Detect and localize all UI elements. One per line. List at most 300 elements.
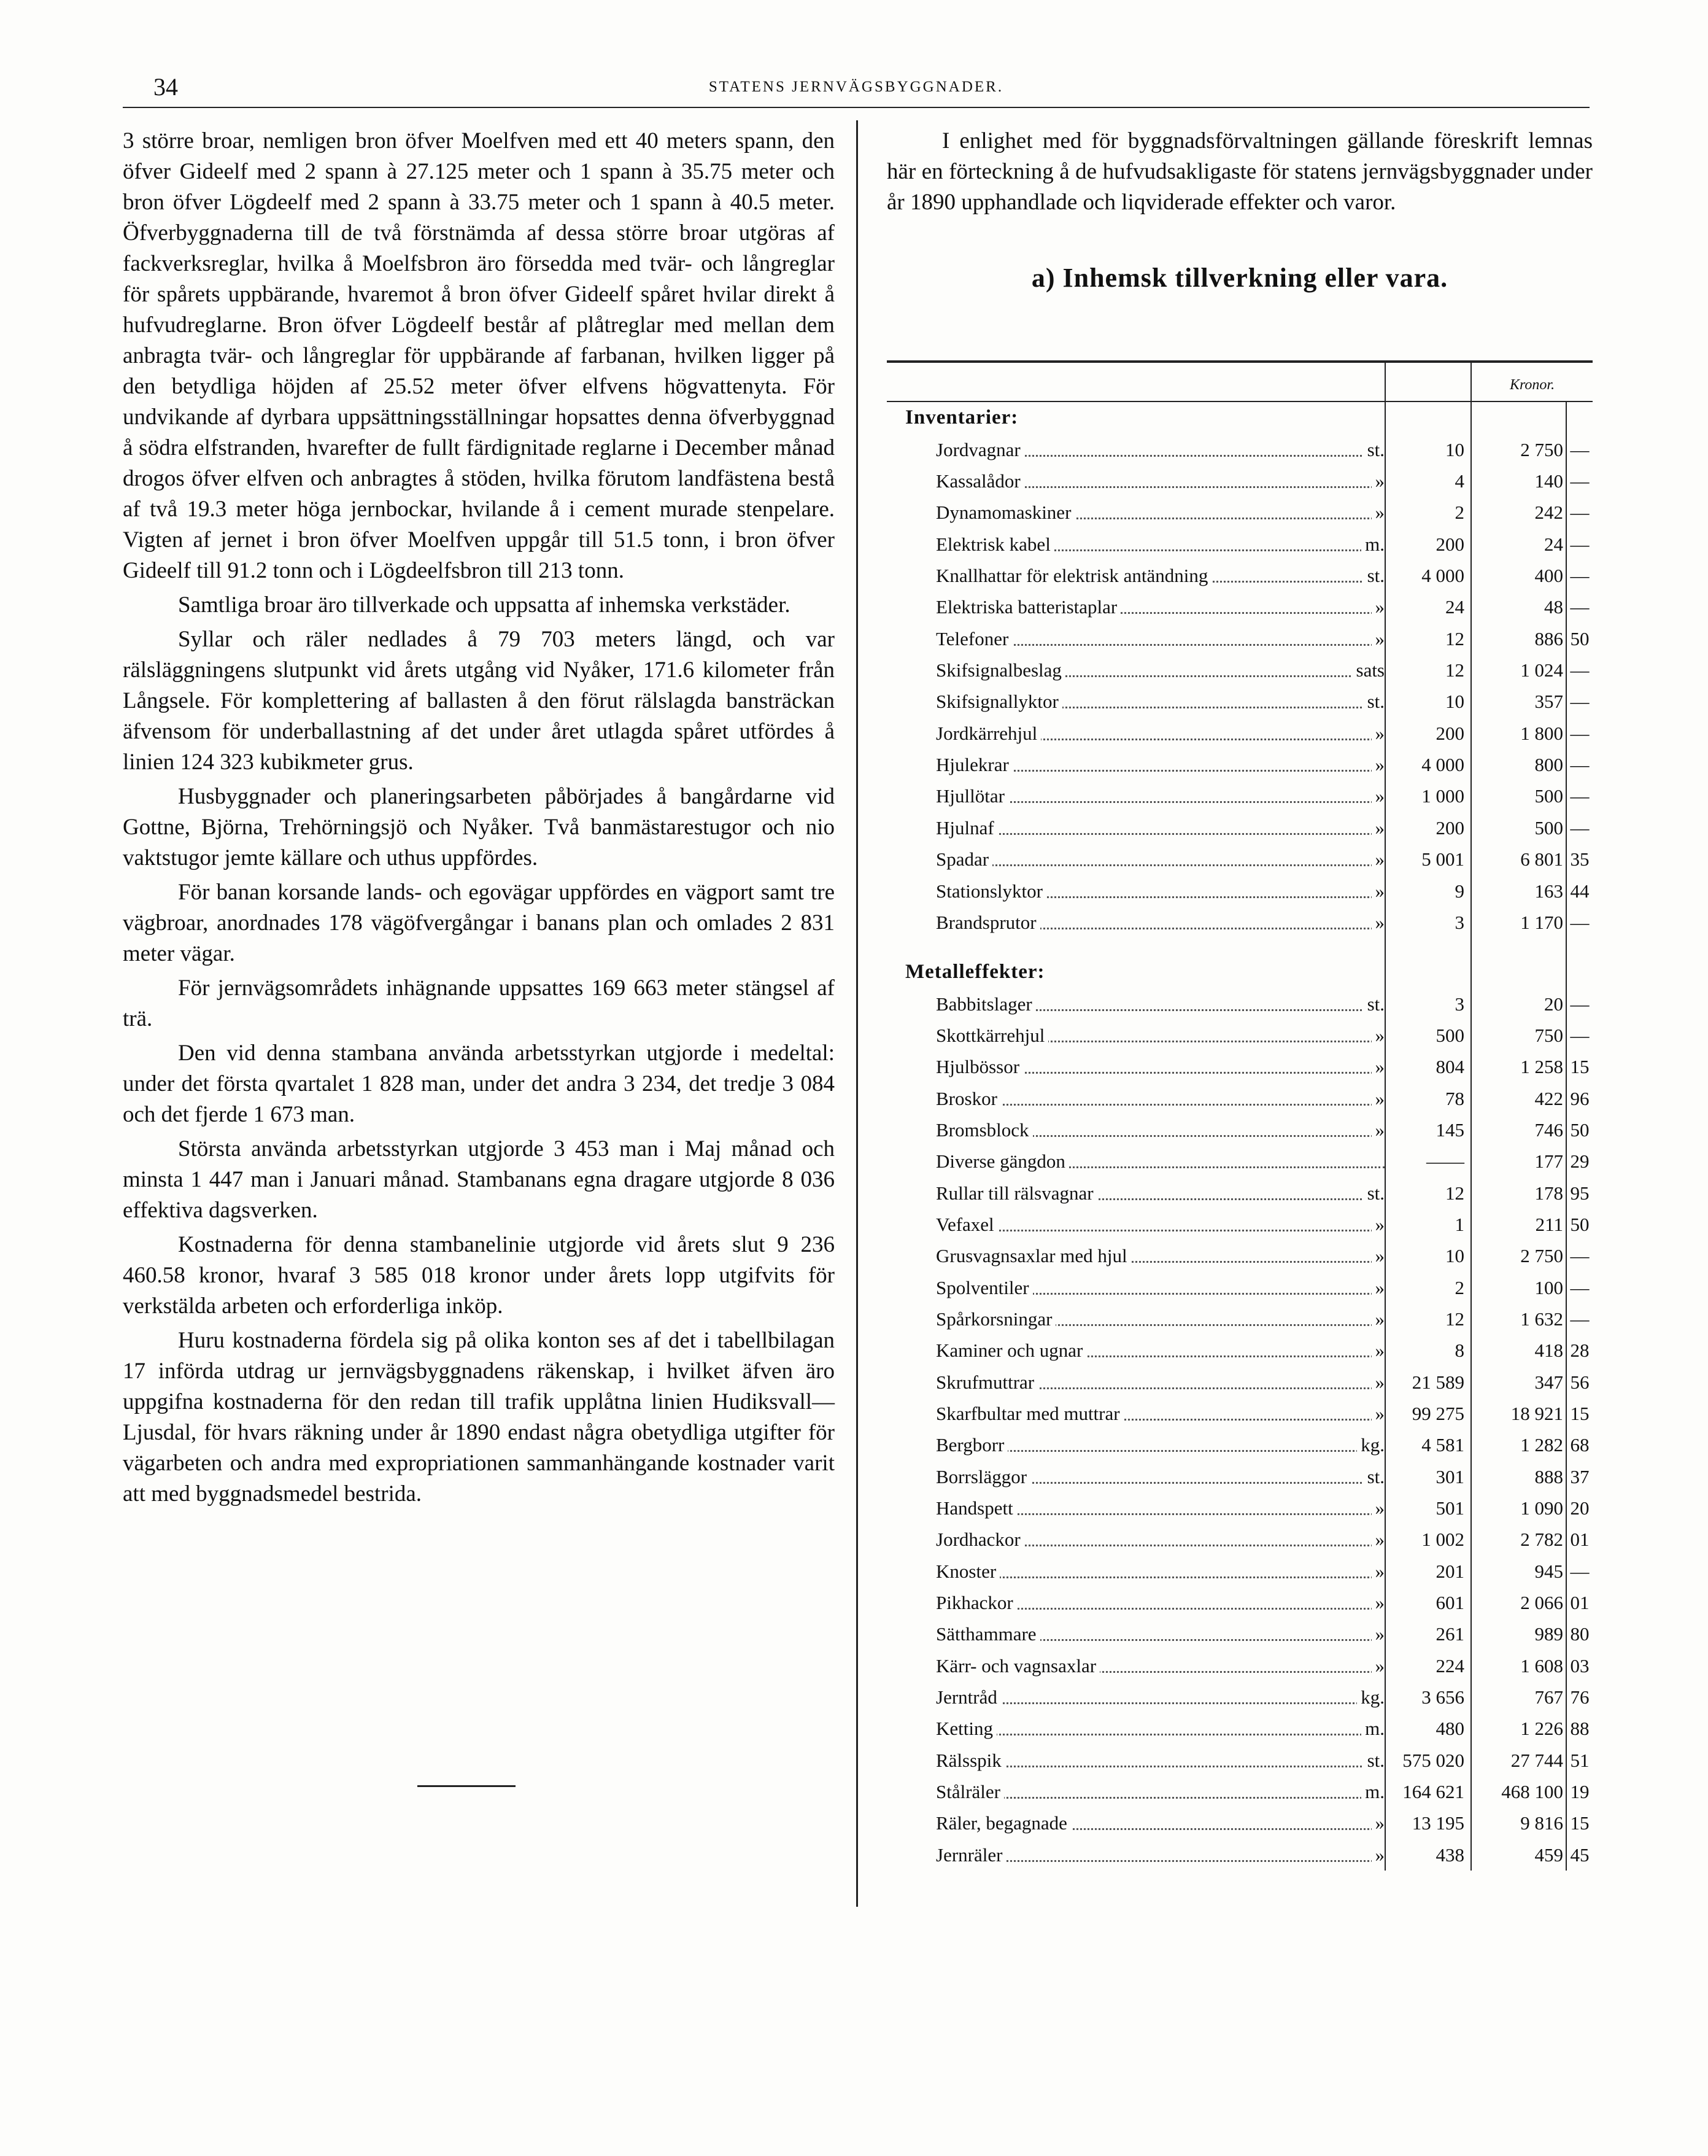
item-kronor: 48	[1471, 591, 1566, 622]
item-kronor: 888	[1471, 1460, 1566, 1492]
item-ore: 01	[1566, 1524, 1593, 1555]
item-name: Stålräler	[936, 1781, 1004, 1802]
table-row	[887, 1335, 1593, 1366]
item-kronor: 500	[1471, 812, 1566, 843]
item-name: Jordhackor	[936, 1529, 1024, 1550]
table-row	[887, 1366, 1593, 1397]
item-name: Hjulnaf	[936, 817, 998, 839]
item-name-cell	[887, 907, 1385, 938]
item-ore: 03	[1566, 1650, 1593, 1681]
item-ore: —	[1566, 988, 1593, 1019]
dot-leader	[936, 864, 1385, 866]
item-name-cell	[887, 1020, 1385, 1051]
item-unit: st.	[1364, 1177, 1385, 1209]
item-name-cell	[887, 1460, 1385, 1492]
item-unit: »	[1372, 749, 1385, 780]
item-name-cell	[887, 875, 1385, 906]
item-kronor: 18 921	[1471, 1398, 1566, 1429]
item-ore: 80	[1566, 1618, 1593, 1650]
item-ore: 28	[1566, 1335, 1593, 1366]
item-name: Jerntråd	[936, 1686, 1001, 1708]
item-quantity: 2	[1385, 497, 1471, 528]
item-name: Handspett	[936, 1497, 1017, 1519]
item-name-cell	[887, 1303, 1385, 1335]
item-quantity: 301	[1385, 1460, 1471, 1492]
item-name: Jernräler	[936, 1844, 1006, 1866]
paragraph: För jernvägsområdets inhägnande uppsattes 169 663 meter stängsel af trä.	[123, 975, 835, 1031]
item-name-cell	[887, 1650, 1385, 1681]
item-name-cell	[887, 497, 1385, 528]
table-row	[887, 1271, 1593, 1303]
paragraph: Huru kostnaderna fördela sig på olika konton ses af det i tabellbilagan 17 införda utdrag ur jernvägsbyggnadens räkenskap, i hvilket äfven äro uppgifna kostnaderna för den redan till trafik upplåtna linien Hudiksvall—Ljusdal, för hvars räkning under år 1890 endast några obetydliga utgifter för vägarbeten och andra med expropriationen sammanhängande kostnader varit att med byggnadsmedel bestrida.	[123, 1328, 835, 1506]
item-quantity: 1 002	[1385, 1524, 1471, 1555]
item-unit: »	[1372, 875, 1385, 907]
item-unit: »	[1372, 1051, 1385, 1082]
item-unit: »	[1372, 1335, 1385, 1366]
item-kronor: 6 801	[1471, 843, 1566, 875]
item-ore: —	[1566, 560, 1593, 591]
item-name-cell	[887, 1713, 1385, 1744]
item-name-cell	[887, 1618, 1385, 1650]
item-ore: —	[1566, 1303, 1593, 1335]
item-kronor: 1 282	[1471, 1429, 1566, 1460]
item-ore: 50	[1566, 1114, 1593, 1146]
item-kronor: 20	[1471, 988, 1566, 1019]
item-quantity: 200	[1385, 717, 1471, 748]
page-number: 34	[153, 73, 178, 101]
item-ore: —	[1566, 591, 1593, 622]
item-name: Skottkärrehjul	[936, 1025, 1048, 1046]
item-unit: st.	[1364, 1461, 1385, 1492]
item-name: Broskor	[936, 1088, 1001, 1109]
item-kronor: 1 608	[1471, 1650, 1566, 1681]
item-name-cell	[887, 591, 1385, 622]
item-unit: kg.	[1357, 1681, 1385, 1713]
item-quantity: 480	[1385, 1713, 1471, 1744]
item-name-cell	[887, 622, 1385, 654]
item-quantity: ——	[1385, 1146, 1471, 1177]
page-header	[123, 72, 1590, 108]
item-name: Skifsignallyktor	[936, 691, 1062, 712]
item-name-cell	[887, 1744, 1385, 1775]
item-ore: —	[1566, 717, 1593, 748]
item-unit: m.	[1361, 1776, 1385, 1807]
item-ore: 20	[1566, 1492, 1593, 1524]
item-quantity: 5 001	[1385, 843, 1471, 875]
spacer-cell	[887, 938, 1385, 956]
item-name-cell	[887, 528, 1385, 559]
item-unit: »	[1372, 1839, 1385, 1871]
dot-leader	[936, 1702, 1385, 1704]
item-kronor: 500	[1471, 780, 1566, 812]
item-quantity: 24	[1385, 591, 1471, 622]
item-kronor: 1 024	[1471, 654, 1566, 686]
table-row	[887, 907, 1593, 938]
paragraph: Syllar och räler nedlades å 79 703 meters längd, och var rälsläggningens slutpunkt vid årets utgång vid Nyåker, 171.6 kilometer från Långsele. För komplettering af ballasten å den förut rälslagda bansträckan äfvensom för underballastning af det under året utlagda spåret utfördes å linien 124 323 kubikmeter grus.	[123, 627, 835, 775]
item-name-cell	[887, 988, 1385, 1019]
item-name-cell	[887, 1839, 1385, 1870]
item-ore: 15	[1566, 1398, 1593, 1429]
item-kronor: 1 090	[1471, 1492, 1566, 1524]
dot-leader	[936, 1734, 1385, 1735]
table-row	[887, 622, 1593, 654]
item-name-cell	[887, 465, 1385, 497]
item-unit: m.	[1361, 1713, 1385, 1744]
item-quantity: 13 195	[1385, 1807, 1471, 1839]
item-unit: »	[1372, 1556, 1385, 1587]
item-unit: »	[1372, 591, 1385, 622]
item-name-cell	[887, 1524, 1385, 1555]
item-name: Bromsblock	[936, 1119, 1033, 1141]
item-unit: »	[1372, 1240, 1385, 1271]
empty-cell	[1385, 401, 1471, 433]
item-unit: kg.	[1357, 1429, 1385, 1460]
item-name: Kaminer och ugnar	[936, 1340, 1086, 1361]
item-kronor: 800	[1471, 749, 1566, 780]
item-ore: 68	[1566, 1429, 1593, 1460]
item-unit: »	[1372, 1587, 1385, 1618]
item-kronor: 945	[1471, 1555, 1566, 1586]
item-name-cell	[887, 654, 1385, 686]
item-kronor: 746	[1471, 1114, 1566, 1146]
item-unit: »	[1372, 1272, 1385, 1303]
spacer-cell	[1566, 938, 1593, 956]
item-kronor: 140	[1471, 465, 1566, 497]
item-quantity: 201	[1385, 1555, 1471, 1586]
table-row	[887, 1492, 1593, 1524]
table-row	[887, 433, 1593, 465]
paragraph: Husbyggnader och planeringsarbeten påbörjades å bangårdarne vid Gottne, Björna, Trehörningsjö och Nyåker. Två banmästarestugor och nio vaktstugor jemte källare och uthus uppfördes.	[123, 784, 835, 871]
item-ore: —	[1566, 654, 1593, 686]
item-name: Brandsprutor	[936, 912, 1040, 933]
table-row	[887, 591, 1593, 622]
item-ore: 35	[1566, 843, 1593, 875]
item-unit: st.	[1364, 1745, 1385, 1776]
item-ore: 01	[1566, 1587, 1593, 1618]
item-unit: »	[1372, 1807, 1385, 1839]
item-unit: »	[1372, 1524, 1385, 1555]
item-ore: —	[1566, 528, 1593, 559]
item-unit: st.	[1364, 434, 1385, 465]
item-unit: »	[1372, 497, 1385, 528]
item-unit: »	[1372, 1398, 1385, 1429]
item-kronor: 27 744	[1471, 1744, 1566, 1775]
item-kronor: 400	[1471, 560, 1566, 591]
table-row	[887, 1460, 1593, 1492]
item-quantity: 12	[1385, 1303, 1471, 1335]
item-ore: 56	[1566, 1366, 1593, 1397]
item-ore: —	[1566, 812, 1593, 843]
item-ore: —	[1566, 1555, 1593, 1586]
item-quantity: 4 000	[1385, 749, 1471, 780]
item-quantity: 9	[1385, 875, 1471, 906]
paragraph: 3 större broar, nemligen bron öfver Moelfven med ett 40 meters spann, den öfver Gideelf med 2 spann à 27.125 meter och 1 spann à 35.75 meter och bron öfver Lögdeelf med 2 spann à 33.75 meter och 1 spann à 40.5 meter. Öfverbyggnaderna till de två förstnämda af dessa större broar utgöras af fackverksreglar, hvilka å Moelfsbron äro försedda med tvär- och långreglar för spårets uppbärande, hvaremot å bron öfver Gideelf spåret hvilar direkt å hufvudreglarne. Bron öfver Lögdeelf består af plåtreglar med mellan dem anbragta tvär- och långreglar för uppbärande af farbanan, hvilken ligger på den betydliga höjden af 25.52 meter öfver elfvens högvattenyta. För undvikande af dyrbara uppsättningsställningar hopsattes denna öfverbyggnad å södra elfstranden, hvarefter de fullt färdignitade reglarne i December månad drogos öfver elfven och anbragtes å stöden, hvilka förutom landfästena bestå af två 19.3 meter höga jernbockar, hvilande å i cement murade stenpelare. Vigten af jernet i bron öfver Moelfven uppgår till 51.5 tonn, i bron öfver Gideelf till 91.2 tonn och i Lögdeelfsbron till 213 tonn.	[123, 128, 835, 583]
item-quantity: 575 020	[1385, 1744, 1471, 1775]
table-row	[887, 1650, 1593, 1681]
item-name-cell	[887, 1240, 1385, 1271]
item-name-cell	[887, 1114, 1385, 1146]
item-quantity: 501	[1385, 1492, 1471, 1524]
table-body	[887, 363, 1593, 1871]
table-row	[887, 1051, 1593, 1082]
item-unit: »	[1372, 1083, 1385, 1114]
table-row	[887, 1398, 1593, 1429]
item-quantity: 200	[1385, 528, 1471, 559]
item-quantity: 4 000	[1385, 560, 1471, 591]
item-unit: »	[1372, 907, 1385, 938]
item-name: Kärr- och vagnsaxlar	[936, 1655, 1100, 1677]
item-kronor: 242	[1471, 497, 1566, 528]
paragraph: Största använda arbetsstyrkan utgjorde 3 453 man i Maj månad och minsta 1 447 man i Januari månad. Stambanans egna dragare utgjorde 8 036 effektiva dagsverken.	[123, 1136, 835, 1223]
table-row	[887, 780, 1593, 812]
item-name: Knoster	[936, 1561, 1000, 1582]
item-name: Spårkorsningar	[936, 1308, 1056, 1330]
table-row	[887, 1114, 1593, 1146]
item-kronor: 459	[1471, 1839, 1566, 1870]
table-row	[887, 654, 1593, 686]
table-row	[887, 717, 1593, 748]
item-quantity: 4 581	[1385, 1429, 1471, 1460]
item-unit: st.	[1364, 988, 1385, 1020]
item-kronor: 163	[1471, 875, 1566, 906]
item-name: Skarfbultar med muttrar	[936, 1403, 1124, 1424]
item-name: Dynamomaskiner	[936, 502, 1075, 523]
item-name-cell	[887, 1807, 1385, 1839]
item-quantity: 21 589	[1385, 1366, 1471, 1397]
item-quantity: 10	[1385, 1240, 1471, 1271]
item-quantity: 8	[1385, 1335, 1471, 1366]
item-unit: »	[1372, 812, 1385, 843]
item-kronor: 100	[1471, 1271, 1566, 1303]
item-name: Jordvagnar	[936, 439, 1024, 460]
item-name-cell	[887, 1429, 1385, 1460]
item-name: Rälsspik	[936, 1750, 1005, 1771]
table-row	[887, 1020, 1593, 1051]
item-ore: —	[1566, 433, 1593, 465]
item-kronor: 418	[1471, 1335, 1566, 1366]
item-unit: »	[1372, 1650, 1385, 1681]
table-row	[887, 812, 1593, 843]
item-quantity: 1	[1385, 1209, 1471, 1240]
goods-table	[887, 360, 1593, 1871]
item-ore: 76	[1566, 1681, 1593, 1713]
item-kronor: 347	[1471, 1366, 1566, 1397]
table-row	[887, 843, 1593, 875]
group-heading-row	[887, 401, 1593, 433]
currency-header: Kronor.	[1471, 363, 1593, 401]
item-kronor: 24	[1471, 528, 1566, 559]
table-row	[887, 988, 1593, 1019]
item-quantity: 804	[1385, 1051, 1471, 1082]
item-quantity: 10	[1385, 686, 1471, 717]
table-row	[887, 1681, 1593, 1713]
item-unit: st.	[1364, 560, 1385, 591]
item-name-cell	[887, 843, 1385, 875]
item-kronor: 1 226	[1471, 1713, 1566, 1744]
item-ore: 96	[1566, 1082, 1593, 1114]
paragraph: Den vid denna stambana använda arbetsstyrkan utgjorde i medeltal: under det första qvartalet 1 828 man, under det andra 3 234, det tredje 3 084 och det fjerde 1 673 man.	[123, 1041, 835, 1127]
item-quantity: 261	[1385, 1618, 1471, 1650]
item-kronor: 1 170	[1471, 907, 1566, 938]
table-row	[887, 1744, 1593, 1775]
item-kronor: 1 258	[1471, 1051, 1566, 1082]
item-ore: 45	[1566, 1839, 1593, 1870]
item-name: Rullar till rälsvagnar	[936, 1182, 1097, 1204]
item-kronor: 886	[1471, 622, 1566, 654]
table-row	[887, 560, 1593, 591]
item-name: Spadar	[936, 848, 992, 870]
dot-leader	[936, 1104, 1385, 1106]
item-name: Hjullötar	[936, 785, 1008, 807]
item-name: Ketting	[936, 1718, 997, 1739]
group-heading-row	[887, 956, 1593, 988]
item-name: Spolventiler	[936, 1277, 1033, 1298]
item-name-cell	[887, 1146, 1385, 1177]
table-row	[887, 1618, 1593, 1650]
item-quantity: 78	[1385, 1082, 1471, 1114]
item-quantity: 3	[1385, 907, 1471, 938]
table-row	[887, 1146, 1593, 1177]
item-unit: »	[1372, 1209, 1385, 1240]
item-ore: 50	[1566, 622, 1593, 654]
paragraph: För banan korsande lands- och egovägar uppfördes en vägport samt tre vägbroar, anordnades 178 vägöfvergångar i banans plan och omlades 2 831 meter vägar.	[123, 880, 835, 966]
item-name: Grusvagnsaxlar med hjul	[936, 1245, 1131, 1266]
running-title: STATENS JERNVÄGSBYGGNADER.	[708, 79, 1004, 95]
item-kronor: 2 066	[1471, 1587, 1566, 1618]
item-unit: m.	[1361, 529, 1385, 560]
empty-cell	[1385, 956, 1471, 988]
item-kronor: 468 100	[1471, 1776, 1566, 1807]
item-name-cell	[887, 1776, 1385, 1807]
item-name-cell	[887, 717, 1385, 748]
table-row	[887, 1429, 1593, 1460]
item-name: Kassalådor	[936, 470, 1024, 492]
item-kronor: 1 800	[1471, 717, 1566, 748]
item-ore: 88	[1566, 1713, 1593, 1744]
item-quantity: 10	[1385, 433, 1471, 465]
item-name-cell	[887, 1555, 1385, 1586]
item-unit: »	[1372, 780, 1385, 812]
table-row	[887, 1240, 1593, 1271]
spacer-cell	[1471, 938, 1566, 956]
item-unit: sats	[1353, 654, 1385, 686]
group-spacer	[887, 938, 1593, 956]
item-ore: —	[1566, 497, 1593, 528]
item-ore: —	[1566, 465, 1593, 497]
item-quantity: 200	[1385, 812, 1471, 843]
item-kronor: 750	[1471, 1020, 1566, 1051]
item-quantity: 12	[1385, 622, 1471, 654]
item-unit: st.	[1364, 686, 1385, 717]
item-kronor: 9 816	[1471, 1807, 1566, 1839]
table-row	[887, 1555, 1593, 1586]
item-name-cell	[887, 433, 1385, 465]
table-row	[887, 1303, 1593, 1335]
paragraph: Samtliga broar äro tillverkade och uppsatta af inhemska verkstäder.	[178, 592, 790, 618]
item-name-cell	[887, 812, 1385, 843]
item-name: Räler, begagnade	[936, 1812, 1071, 1834]
item-name: Vefaxel	[936, 1214, 998, 1235]
item-name: Stationslyktor	[936, 880, 1046, 902]
item-quantity: 601	[1385, 1587, 1471, 1618]
item-unit: »	[1372, 1618, 1385, 1650]
item-ore: 50	[1566, 1209, 1593, 1240]
item-name-cell	[887, 749, 1385, 780]
item-name-cell	[887, 1271, 1385, 1303]
item-name: Hjulbössor	[936, 1056, 1023, 1077]
item-name: Hjulekrar	[936, 754, 1013, 775]
item-name: Elektrisk kabel	[936, 533, 1054, 555]
empty-cell	[1471, 956, 1566, 988]
item-ore: 44	[1566, 875, 1593, 906]
right-column	[887, 126, 1593, 293]
item-quantity: 4	[1385, 465, 1471, 497]
item-kronor: 177	[1471, 1146, 1566, 1177]
item-name: Bergborr	[936, 1434, 1008, 1456]
table-row	[887, 528, 1593, 559]
item-name-cell	[887, 1398, 1385, 1429]
item-name: Sätthammare	[936, 1623, 1040, 1645]
item-quantity: 2	[1385, 1271, 1471, 1303]
item-name-cell	[887, 686, 1385, 717]
table-row	[887, 1807, 1593, 1839]
item-name: Pikhackor	[936, 1592, 1017, 1613]
item-quantity: 3 656	[1385, 1681, 1471, 1713]
item-ore: 37	[1566, 1460, 1593, 1492]
paragraph: Kostnaderna för denna stambanelinie utgjorde vid årets slut 9 236 460.58 kronor, hvaraf 3 585 018 kronor under årets lopp utgifvits för verkstälda arbeten och erforderliga inköp.	[123, 1232, 835, 1319]
item-name-cell	[887, 1335, 1385, 1366]
table-row	[887, 1839, 1593, 1870]
item-ore: 95	[1566, 1177, 1593, 1208]
item-ore: —	[1566, 780, 1593, 812]
item-name-cell	[887, 1366, 1385, 1397]
item-ore: —	[1566, 749, 1593, 780]
item-unit: »	[1372, 623, 1385, 654]
item-name-cell	[887, 1587, 1385, 1618]
table-row	[887, 1713, 1593, 1744]
item-quantity: 224	[1385, 1650, 1471, 1681]
table-row	[887, 749, 1593, 780]
table-row	[887, 465, 1593, 497]
item-quantity: 99 275	[1385, 1398, 1471, 1429]
item-kronor: 178	[1471, 1177, 1566, 1208]
item-name-cell	[887, 560, 1385, 591]
item-name: Elektriska batteristaplar	[936, 596, 1121, 618]
item-name: Skifsignalbeslag	[936, 659, 1065, 681]
table-row	[887, 1209, 1593, 1240]
item-name: Telefoner	[936, 628, 1012, 650]
spacer-cell	[1385, 938, 1471, 956]
item-name: Knallhattar för elektrisk antändning	[936, 565, 1211, 586]
table-row	[887, 1082, 1593, 1114]
item-quantity: 500	[1385, 1020, 1471, 1051]
item-name-cell	[887, 1209, 1385, 1240]
item-ore: —	[1566, 907, 1593, 938]
item-kronor: 767	[1471, 1681, 1566, 1713]
item-unit: »	[1372, 718, 1385, 749]
empty-cell	[1471, 401, 1566, 433]
group-title: Inventarier:	[905, 406, 1019, 429]
item-ore: —	[1566, 1271, 1593, 1303]
item-name-cell	[887, 1492, 1385, 1524]
item-ore: —	[1566, 1020, 1593, 1051]
dot-leader	[936, 833, 1385, 835]
item-quantity: 164 621	[1385, 1776, 1471, 1807]
intro-paragraph: I enlighet med för byggnadsförvaltningen gällande föreskrift lemnas här en förteckning å de hufvudsakligaste för statens jernvägsbyggnader under år 1890 upphandlade och liqviderade effekter och varor.	[887, 128, 1593, 215]
table-header-row	[887, 363, 1593, 401]
item-quantity: 438	[1385, 1839, 1471, 1870]
item-unit: »	[1372, 465, 1385, 497]
